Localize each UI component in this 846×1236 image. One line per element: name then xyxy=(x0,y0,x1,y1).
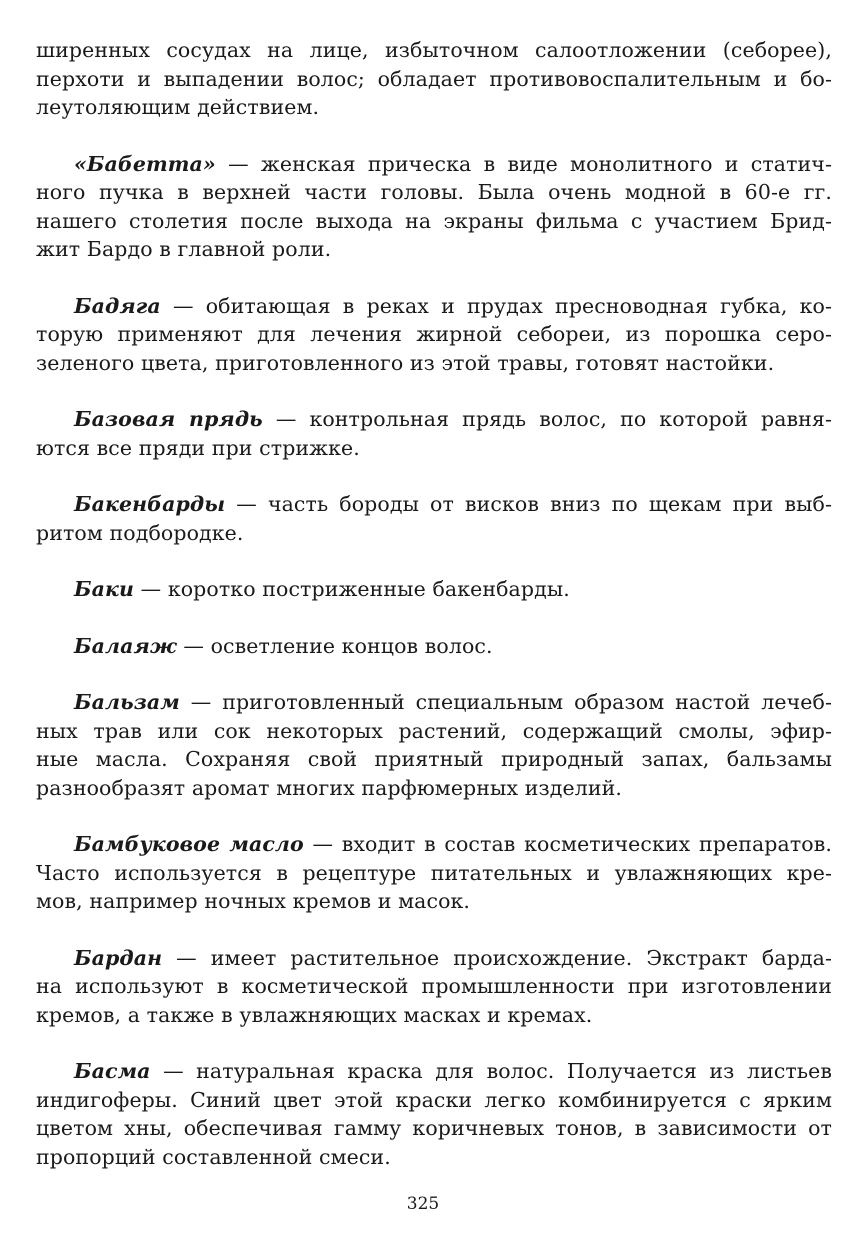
entry-first-line xyxy=(36,150,832,179)
entry-bakenbardy xyxy=(36,490,832,547)
text-line: ного пучка в верхней части головы. Была очень модной в 60-е гг. xyxy=(36,180,832,204)
text-line: ных трав или сок некоторых растений, содержащий смолы, эфир- xyxy=(36,718,832,743)
text-line: перхоти и выпадении волос; обладает противовоспалительным и бо- xyxy=(36,66,832,91)
entry-bambukovoe-maslo xyxy=(36,830,832,916)
entry-definition-start: — натуральная краска для волос. Получается из листьев xyxy=(150,1059,832,1083)
entry-first-line xyxy=(36,688,832,717)
entry-bardan xyxy=(36,944,832,1030)
entry-term: Басма xyxy=(74,1059,151,1083)
entry-definition-start: — осветление концов волос. xyxy=(176,633,493,658)
entry-first-line xyxy=(36,490,832,519)
entry-first-line xyxy=(36,830,832,859)
entry-term: Бардан xyxy=(74,945,163,970)
entry-first-line xyxy=(36,292,832,321)
entry-definition-start: — часть бороды от висков вниз по щекам при выб- xyxy=(225,492,832,516)
text-line: ные масла. Сохраняя свой приятный природный запах, бальзамы xyxy=(36,747,832,771)
text-line: Часто используется в рецептуре питательных и увлажняющих кре- xyxy=(36,860,832,885)
entry-term: Базовая прядь xyxy=(74,407,263,431)
entry-definition-start: — женская прическа в виде монолитного и статич- xyxy=(215,151,832,176)
entry-definition-start: — коротко постриженные бакенбарды. xyxy=(133,577,570,601)
text-line: мов, например ночных кремов и масок. xyxy=(36,889,471,913)
entry-definition-start: — имеет растительное происхождение. Экстракт барда- xyxy=(162,945,832,970)
entry-bazovaya-pryad xyxy=(36,405,832,462)
page-body xyxy=(36,36,832,1171)
entry-first-line xyxy=(36,1057,832,1086)
text-line: кремов, а также в увлажняющих масках и кремах. xyxy=(36,1002,593,1027)
entry-term: «Бабетта» xyxy=(74,151,216,176)
entry-definition-start: — обитающая в реках и прудах пресноводная губка, ко- xyxy=(160,293,832,318)
text-line: разнообразят аромат многих парфюмерных изделий. xyxy=(36,775,622,800)
entry-term: Баки xyxy=(74,577,134,601)
entry-basma xyxy=(36,1057,832,1171)
entry-definition-start: — входит в состав косметических препаратов. xyxy=(303,832,832,856)
entry-term: Бальзам xyxy=(74,690,180,714)
entry-baki xyxy=(36,575,832,604)
entry-first-line xyxy=(36,944,832,973)
text-line: торую применяют для лечения жирной себореи, из порошка серо- xyxy=(36,322,832,346)
text-line: ширенных сосудах на лице, избыточном салоотложении (себорее), xyxy=(36,38,832,62)
entry-term: Бадяга xyxy=(74,293,161,318)
entry-definition-start: — контрольная прядь волос, по которой равня- xyxy=(262,407,832,431)
text-line: леутоляющим действием. xyxy=(36,95,320,119)
entry-first-line xyxy=(36,632,832,661)
entry-first-line xyxy=(36,405,832,434)
text-line: нашего столетия после выхода на экраны фильма с участием Брид- xyxy=(36,208,832,233)
entry-first-line xyxy=(36,575,832,604)
entry-term: Бакенбарды xyxy=(74,492,226,516)
text-line: пропорций составленной смеси. xyxy=(36,1144,391,1169)
text-line: индигоферы. Синий цвет этой краски легко комбинируется с ярким xyxy=(36,1087,832,1112)
text-line: жит Бардо в главной роли. xyxy=(36,237,332,261)
entry-balayazh xyxy=(36,632,832,661)
text-line: зеленого цвета, приготовленного из этой травы, готовят настойки. xyxy=(36,350,775,375)
text-line: цветом хны, обеспечивая гамму коричневых тонов, в зависимости от xyxy=(36,1116,832,1140)
text-line: ются все пряди при стрижке. xyxy=(36,435,360,460)
entry-badyaga xyxy=(36,292,832,378)
entry-definition-start: — приготовленный специальным образом настой лечеб- xyxy=(179,690,832,714)
text-line: ритом подбородке. xyxy=(36,520,244,545)
text-line: на используют в косметической промышленности при изготовлении xyxy=(36,974,832,998)
entry-babetta xyxy=(36,150,832,264)
entry-balzam xyxy=(36,688,832,802)
intro-paragraph xyxy=(36,36,832,122)
entry-term: Балаяж xyxy=(74,633,177,658)
entry-term: Бамбуковое масло xyxy=(74,832,304,856)
page-number: 325 xyxy=(406,1194,440,1214)
